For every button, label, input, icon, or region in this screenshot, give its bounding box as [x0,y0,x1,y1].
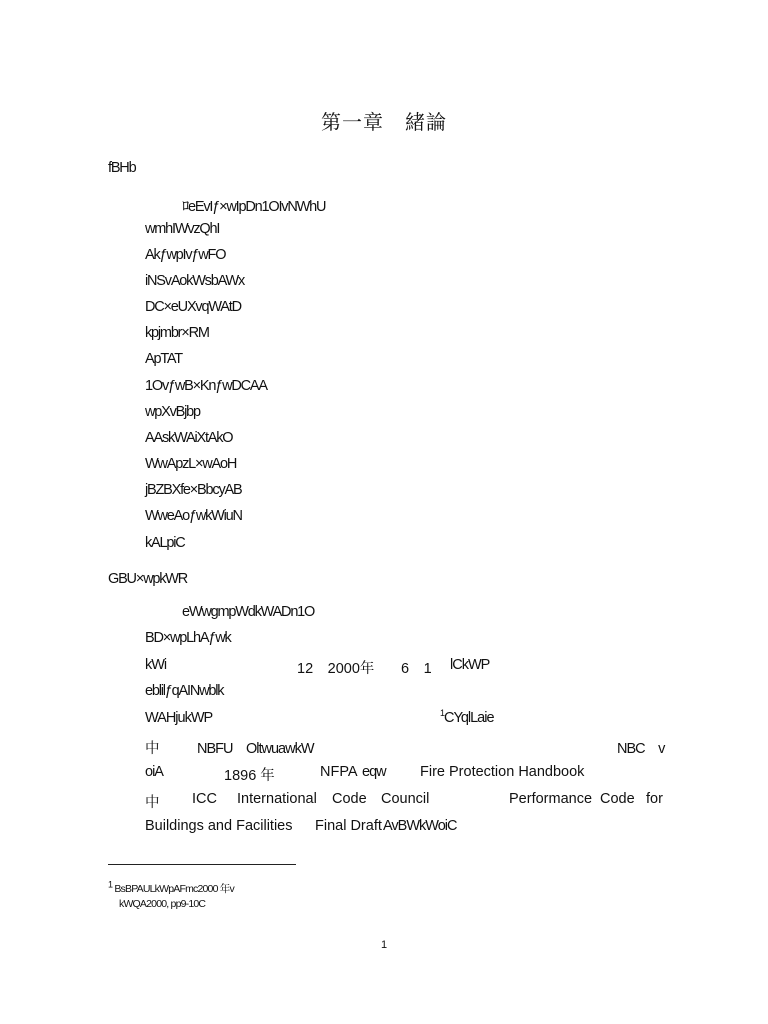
paragraph-segment: NBFU OltwuawkW [197,741,314,757]
acronym: ICC [192,791,217,807]
paragraph-segment: NBC v [617,741,665,757]
footnote-divider [108,864,296,865]
list-item: kALpiC [145,535,185,551]
english-word: for [646,791,663,807]
footnote [108,881,234,896]
paragraph-segment: oiA [145,764,163,780]
english-word: International [237,791,317,807]
paragraph-segment: 中 [145,795,159,811]
footnote-reference [440,710,494,726]
chapter-title: 第一章 緒論 [321,110,447,134]
english-phrase: Final Draft [315,818,382,834]
paragraph-line: eWwgmpWdkWADn1O [182,604,315,620]
paragraph-segment: kWi [145,657,167,673]
list-item: iNSvAokWsbAWx [145,273,245,289]
footnote-text: kWQA2000, pp9-10C [119,898,206,910]
paragraph-line: ﾛeEvIƒ×wIpDn1OIvNWhU [182,199,326,215]
english-phrase: Buildings and Facilities [145,818,293,834]
english-word: Council [381,791,430,807]
list-item: ApTAT [145,351,182,367]
list-item: 1OvƒwB×KnƒwDCAA [145,378,267,394]
english-word: Code [600,791,635,807]
year: 1896 年 [224,768,275,784]
list-item: jBZBXfe×BbcyAB [145,482,242,498]
paragraph-segment: AvBWkWoiC [383,818,457,834]
section-heading-1: fBHb [108,160,136,176]
section-heading-2: GBU×wpkWR [108,571,188,587]
paragraph-segment: CYqlLaie [444,710,494,726]
list-item: AAskWAiXtAkO [145,430,233,446]
list-item: WwApzL×wAoH [145,456,237,472]
list-item: AkƒwpIvƒwFO [145,247,226,263]
english-word: Code [332,791,367,807]
paragraph-segment: lCkWP [450,657,490,673]
list-item: kpjmbr×RM [145,325,209,341]
list-item: wmhIWvzQhI [145,221,220,237]
english-word: Performance [509,791,593,807]
paragraph-line: eblilƒqAINwblk [145,683,224,699]
paragraph-segment: 中 [145,741,159,757]
date-year: 12 2000年 [297,661,375,677]
page-number: 1 [380,939,388,951]
handbook-title: Fire Protection Handbook [420,764,585,780]
list-item: WweAoƒwkWiuN [145,508,242,524]
paragraph-line: BD×wpLhAƒwk [145,630,231,646]
paragraph-segment: WAHjukWP [145,710,213,726]
footnote-text: BsBPAULkWpAFmc2000 年v [114,883,234,895]
list-item: wpXvBjbp [145,404,200,420]
list-item: DC×eUXvqWAtD [145,299,241,315]
date-month-day: 6 1 [401,661,432,677]
acronym: NFPA [320,764,358,780]
footnote-ref-mark: 1 [440,708,445,719]
footnote-mark: 1 [108,879,113,890]
paragraph-segment: eqw [362,764,386,780]
